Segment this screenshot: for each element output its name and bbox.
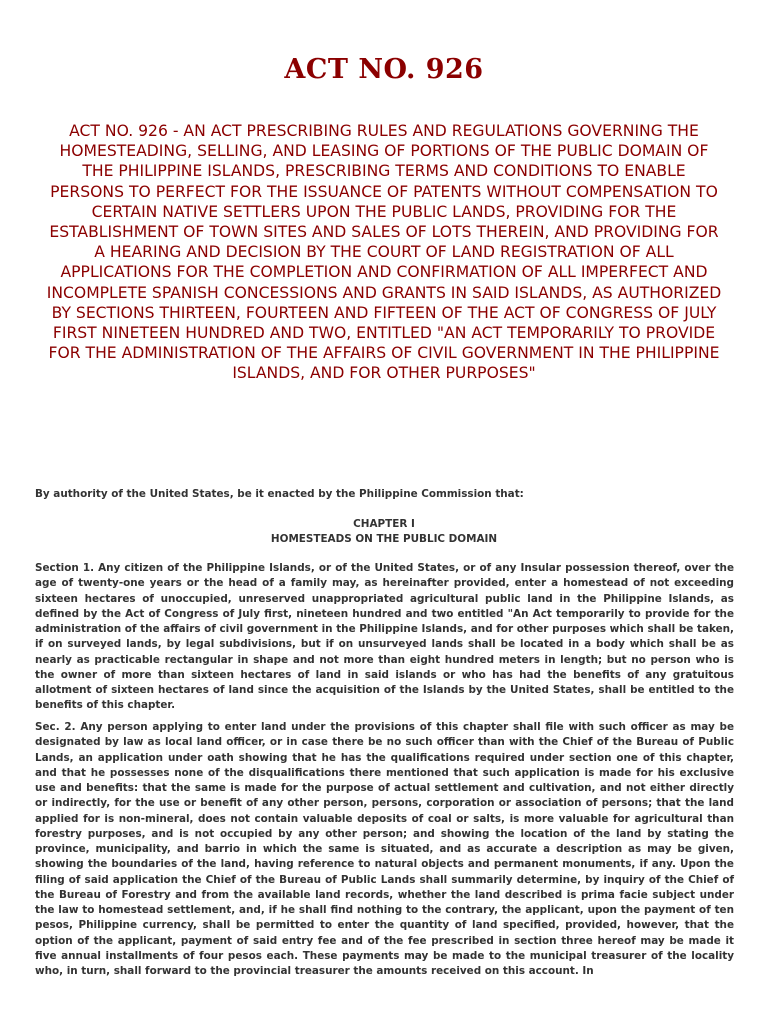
act-title: ACT NO. 926 xyxy=(284,54,484,85)
chapter-heading xyxy=(0,517,768,548)
section-1-paragraph: Section 1. Any citizen of the Philippine Islands, or of the United States, or of any Insular possession thereof, over the age of twenty-one years or the head of a family may, as hereinafter provided, enter a homestead of not exceeding sixteen hectares of unoccupied, unreserved unappropriated agricultural public land in the Philippine Islands, as defined by the Act of Congress of July first, nineteen hundred and two entitled "An Act temporarily to provide for the administration of the affairs of civil government in the Philippine Islands, and for other purposes which shall be taken, if on surveyed lands, by legal subdivisions, but if on unsurveyed lands shall be located in a body which shall be as nearly as practicable rectangular in shape and not more than eight hundred meters in length; but no person who is the owner of more than sixteen hectares of land in said islands or who has had the benefits of any gratuitous allotment of sixteen hectares of land since the acquisition of the Islands by the United States, shall be entitled to the benefits of this chapter. xyxy=(35,562,734,712)
chapter-number: CHAPTER I xyxy=(353,518,415,530)
chapter-title: HOMESTEADS ON THE PUBLIC DOMAIN xyxy=(270,533,498,546)
act-long-title: ACT NO. 926 - AN ACT PRESCRIBING RULES AND REGULATIONS GOVERNING THE HOMESTEADING, SELLING, AND LEASING OF PORTIONS OF THE PUBLIC DOMAIN OF THE PHILIPPINE ISLANDS, PRESCRIBING TERMS AND CONDITIONS TO ENABLE PERSONS TO PERFECT FOR THE ISSUANCE OF PATENTS WITHOUT COMPENSATION TO CERTAIN NATIVE SETTLERS UPON THE PUBLIC LANDS, PROVIDING FOR THE ESTABLISHMENT OF TOWN SITES AND SALES OF LOTS THEREIN, AND PROVIDING FOR A HEARING AND DECISION BY THE COURT OF LAND REGISTRATION OF ALL APPLICATIONS FOR THE COMPLETION AND CONFIRMATION OF ALL IMPERFECT AND INCOMPLETE SPANISH CONCESSIONS AND GRANTS IN SAID ISLANDS, AS AUTHORIZED BY SECTIONS THIRTEEN, FOURTEEN AND FIFTEEN OF THE ACT OF CONGRESS OF JULY FIRST NINETEEN HUNDRED AND TWO, ENTITLED "AN ACT TEMPORARILY TO PROVIDE FOR THE ADMINISTRATION OF THE AFFAIRS OF CIVIL GOVERNMENT IN THE PHILIPPINE ISLANDS, AND FOR OTHER PURPOSES" xyxy=(46,122,722,383)
enacting-clause: By authority of the United States, be it enacted by the Philippine Commission that: xyxy=(35,488,524,500)
section-2-paragraph: Sec. 2. Any person applying to enter land under the provisions of this chapter shall file with such officer as may be designated by law as local land officer, or in case there be no such officer than with the Chief of the Bureau of Public Lands, an application under oath showing that he has the qualifications required under section one of this chapter, and that he possesses none of the disqualifications there mentioned that such application is made for his exclusive use and benefits: that the same is made for the purpose of actual settlement and cultivation, and not either directly or indirectly, for the use or benefit of any other person, persons, corporation or association of persons; that the land applied for is non-mineral, does not contain valuable deposits of coal or salts, is more valuable for agricultural than forestry purposes, and is not occupied by any other person; and showing the location of the land by stating the province, municipality, and barrio in which the same is situated, and as accurate a description as may be given, showing the boundaries of the land, having reference to natural objects and permanent monuments, if any. Upon the filing of said application the Chief of the Bureau of Public Lands shall summarily determine, by inquiry of the Chief of the Bureau of Forestry and from the available land records, whether the land described is prima facie subject under the law to homestead settlement, and, if he shall find nothing to the contrary, the applicant, upon the payment of ten pesos, Philippine currency, shall be permitted to enter the quantity of land specified, provided, however, that the option of the applicant, payment of said entry fee and of the fee prescribed in section three hereof may be made it five annual installments of four pesos each. These payments may be made to the municipal treasurer of the locality who, in turn, shall forward to the provincial treasurer the amounts received on this account. In xyxy=(35,721,734,977)
